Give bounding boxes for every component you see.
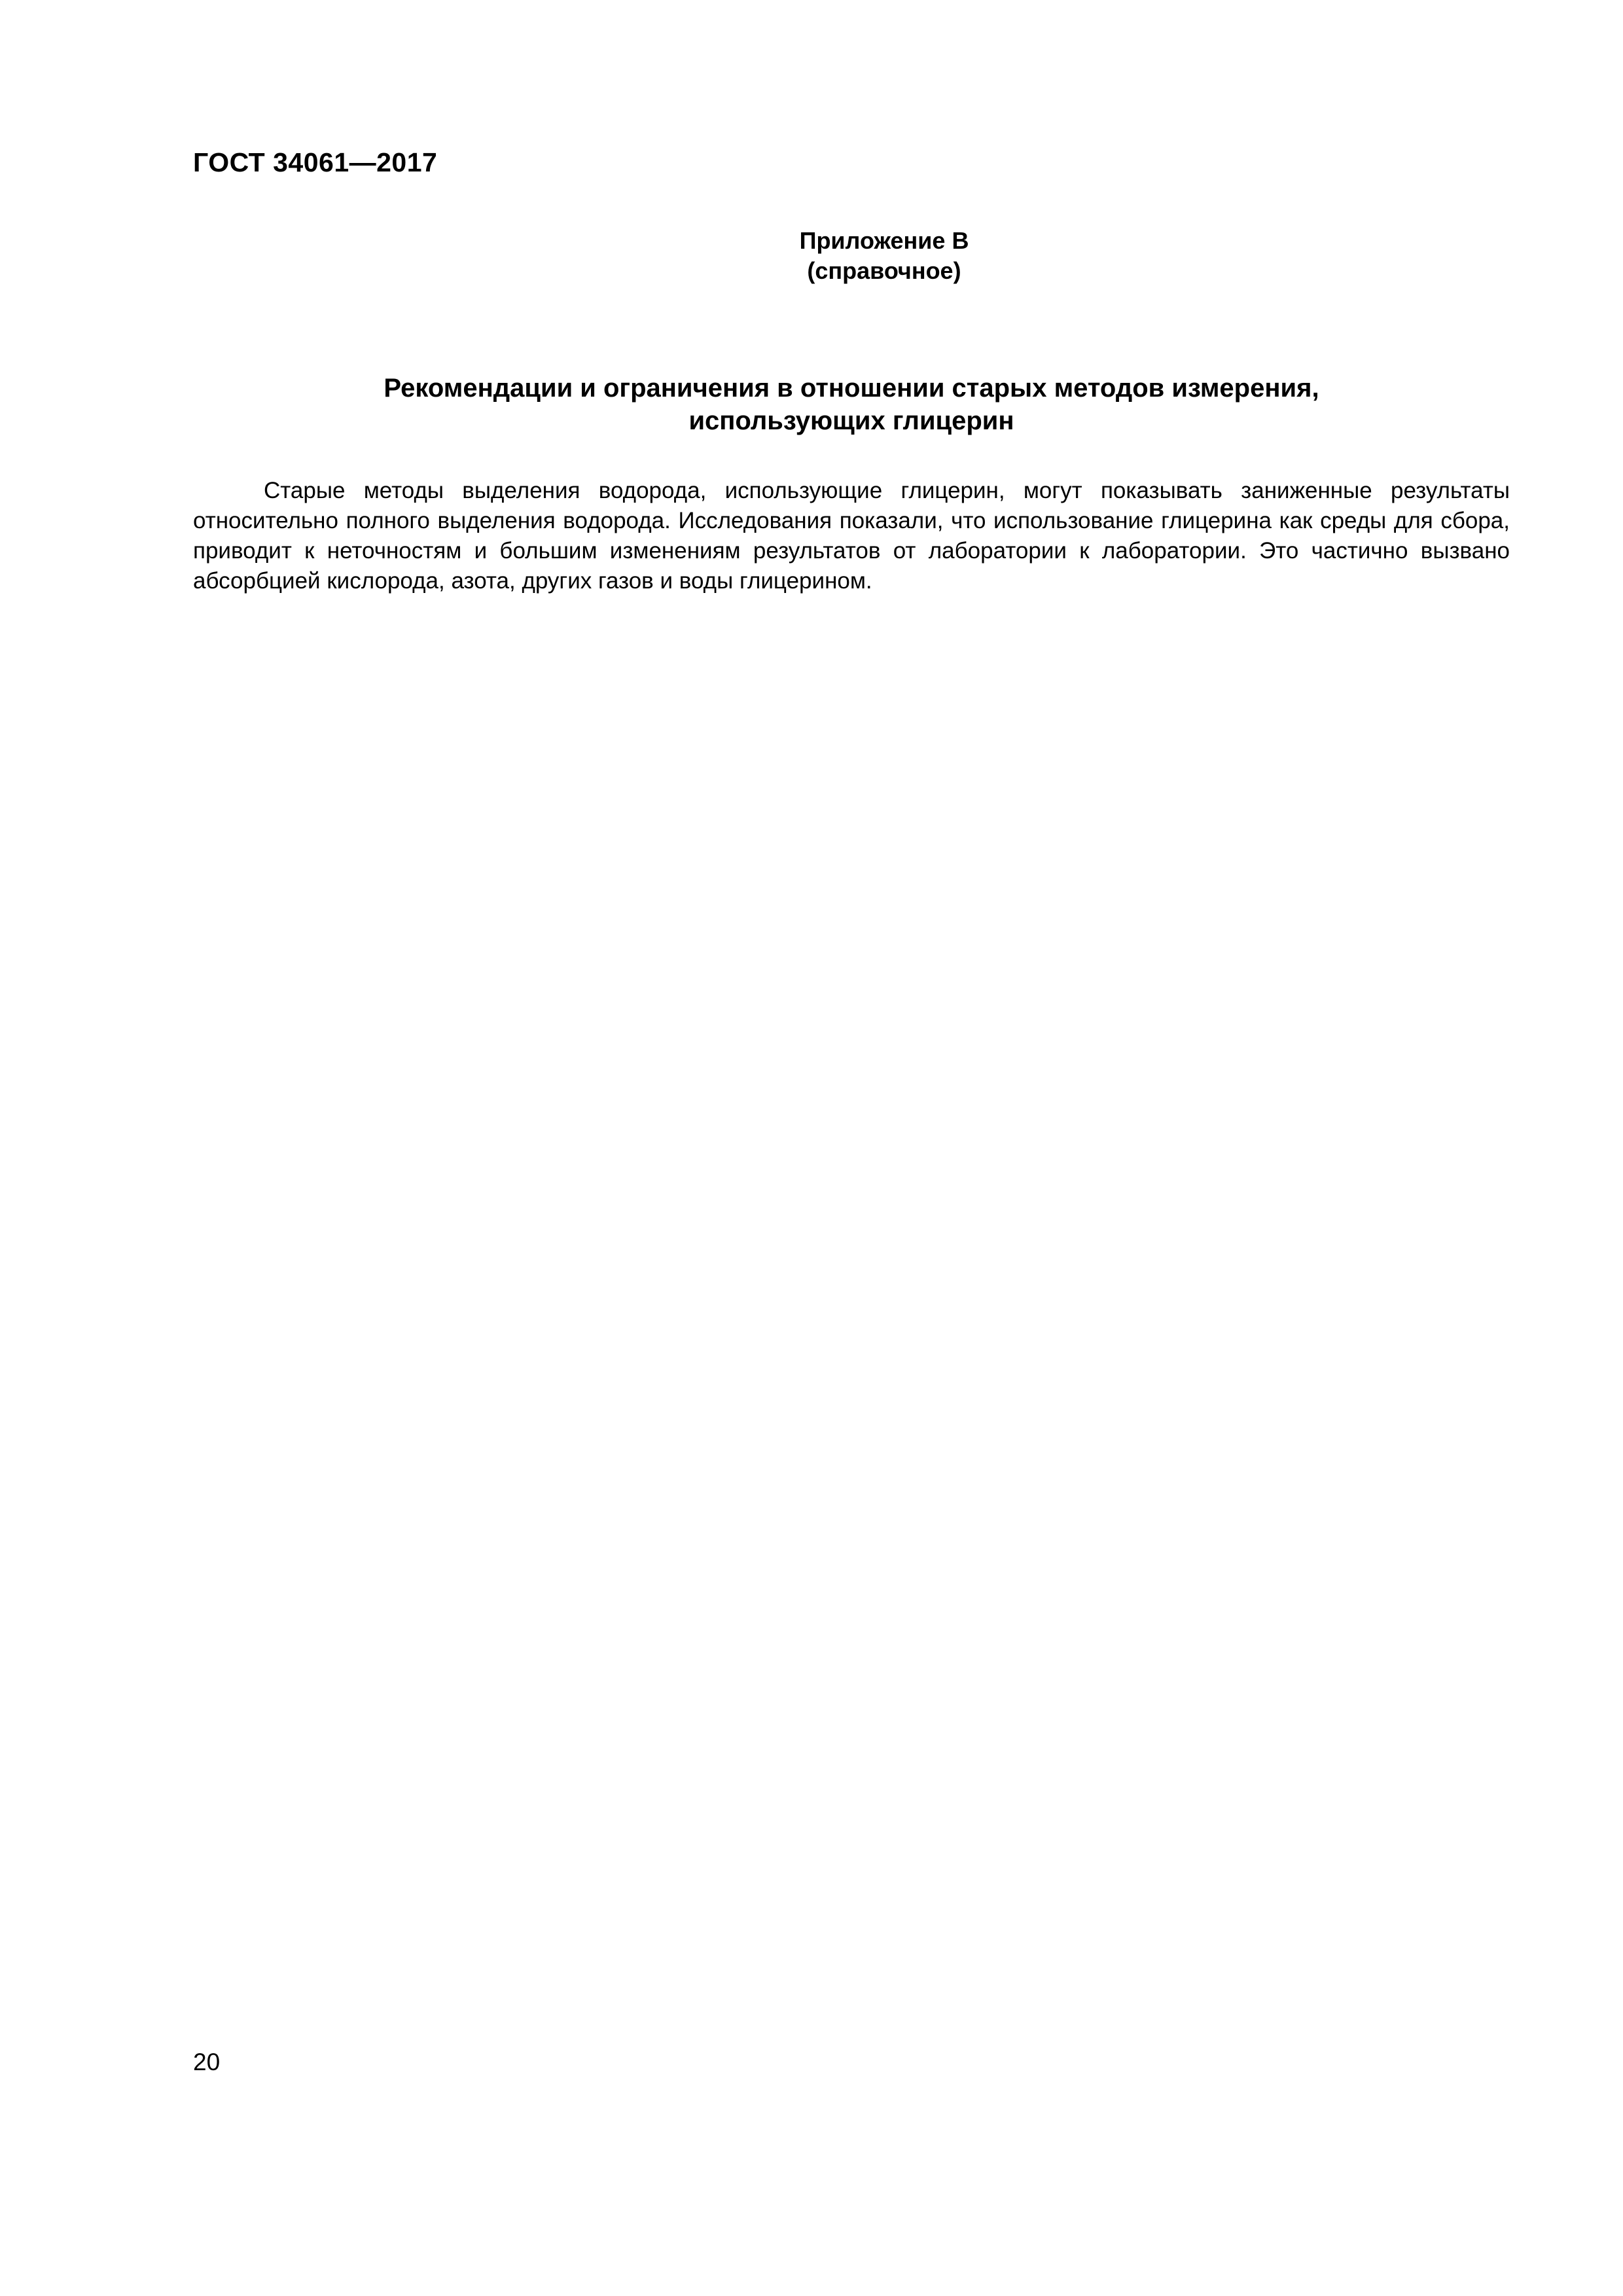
appendix-type: (справочное) [807,257,961,284]
page-number: 20 [193,2049,221,2075]
document-id-header: ГОСТ 34061—2017 [193,147,438,177]
appendix-heading [193,226,1510,286]
section-title [193,372,1510,437]
body-paragraph: Старые методы выделения водорода, использующие глицерин, могут показывать заниженные результаты относительно полного выделения водорода. Исследования показали, что использование глицерина как среды для сбора, приводит к неточностям и большим изменениям результатов от лаборатории к лаборатории. Это частично вызвано абсорбцией кислорода, азота, других газов и воды глицерином. [193,478,1510,594]
section-title-line-2: использующих глицерин [688,406,1014,435]
appendix-label: Приложение В [799,227,969,254]
section-title-line-1: Рекомендации и ограничения в отношении старых методов измерения, [383,374,1319,403]
